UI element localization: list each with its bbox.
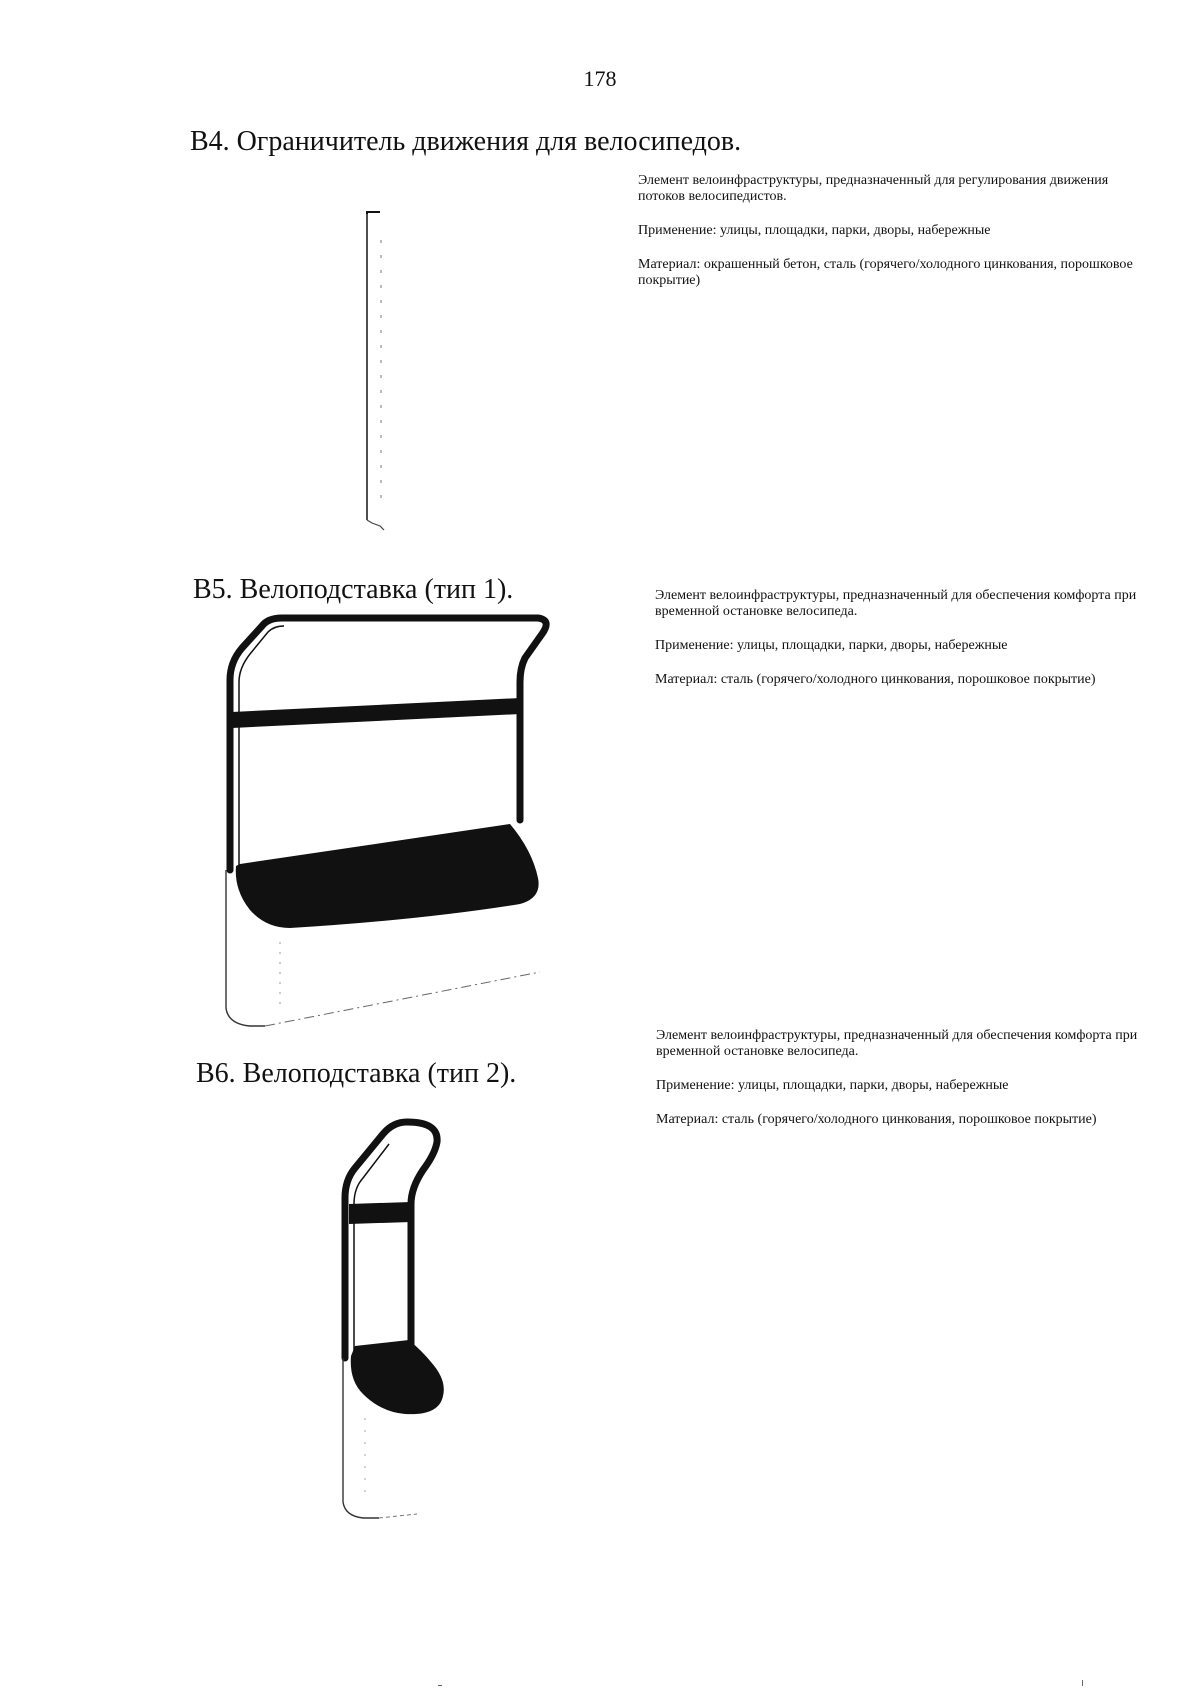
section-title-b5: В5. Велоподставка (тип 1).	[193, 574, 514, 605]
section-title-b6: В6. Велоподставка (тип 2).	[196, 1058, 517, 1089]
page-number: 178	[583, 66, 617, 91]
b6-description: Элемент велоинфраструктуры, предназначенный для обеспечения комфорта при временной остановке велосипеда.	[656, 1028, 1138, 1059]
b6-application: Применение: улицы, площадки, парки, дворы, набережные	[656, 1078, 1009, 1093]
bike-rest-type-2-illustration	[335, 1118, 465, 1528]
section-description-b5	[655, 588, 1155, 706]
b4-material: Материал: окрашенный бетон, сталь (горячего/холодного цинкования, порошковое покрытие)	[638, 257, 1133, 288]
b5-application: Применение: улицы, площадки, парки, дворы, набережные	[655, 638, 1008, 653]
bollard-illustration	[350, 200, 410, 540]
section-title-b4: В4. Ограничитель движения для велосипедов.	[190, 126, 742, 157]
section-description-b6	[656, 1028, 1156, 1146]
b5-description: Элемент велоинфраструктуры, предназначенный для обеспечения комфорта при временной остановке велосипеда.	[655, 588, 1137, 619]
b5-material: Материал: сталь (горячего/холодного цинкования, порошковое покрытие)	[655, 672, 1096, 687]
b6-material: Материал: сталь (горячего/холодного цинкования, порошковое покрытие)	[656, 1112, 1097, 1127]
scan-mark	[438, 1685, 442, 1686]
b4-description: Элемент велоинфраструктуры, предназначенный для регулирования движения потоков велосипедистов.	[638, 173, 1109, 204]
section-description-b4	[638, 173, 1150, 307]
bike-rest-type-1-illustration	[220, 620, 550, 1050]
b4-application: Применение: улицы, площадки, парки, дворы, набережные	[638, 223, 991, 238]
scan-mark	[1082, 1680, 1083, 1686]
